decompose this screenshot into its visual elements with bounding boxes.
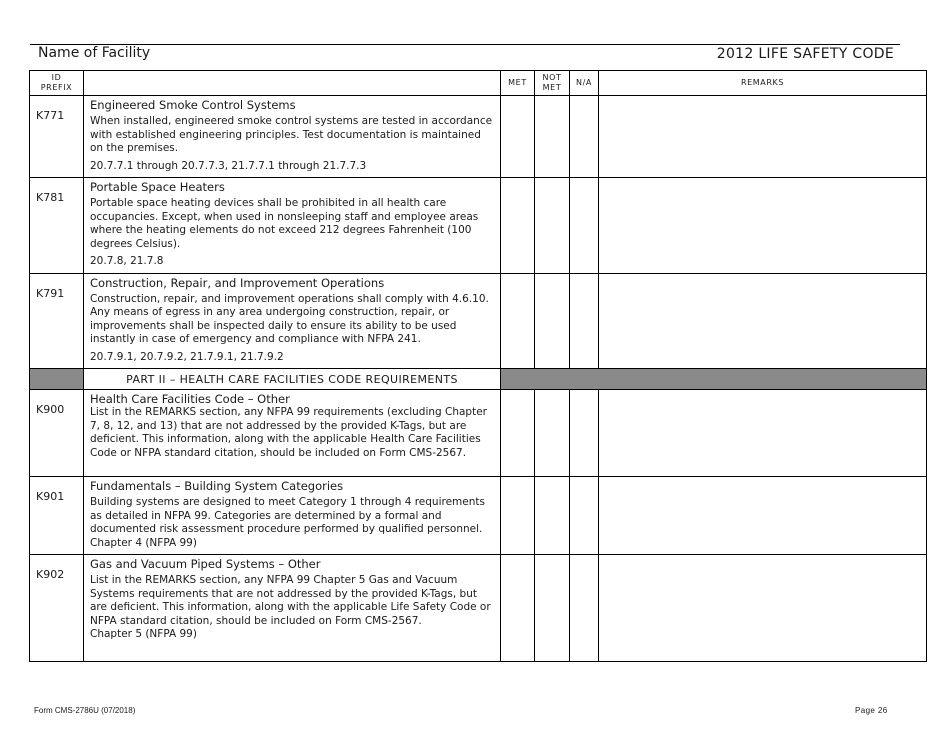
col-not-met: NOT MET — [535, 71, 570, 96]
row-body: Construction, repair, and improvement operations shall comply with 4.6.10. Any means of egress in any area undergoing construction, repair, or improvements shall be inspected daily to ensure its ability to be used instantly in case of emergency and compliance with NFPA 241. — [90, 292, 489, 345]
remarks-field[interactable] — [599, 96, 927, 178]
row-body: Portable space heating devices shall be prohibited in all health care occupancies. Except, when used in nonsleeping staff and employee areas where the heating elements do not exceed 212 degrees Fahrenheit (100 degrees Celsius). — [90, 197, 479, 250]
not-met-checkbox[interactable] — [535, 555, 570, 662]
row-citation: Chapter 4 (NFPA 99) — [90, 536, 197, 549]
row-body: List in the REMARKS section, any NFPA 99 requirements (excluding Chapter 7, 8, 12, and 13) that are not addressed by the provided K-Tags, but are deficient. This information, along with the applicable Health Care Facilities Code or NFPA standard citation, should be included on Form CMS-2567. — [90, 406, 487, 459]
row-body: Building systems are designed to meet Category 1 through 4 requirements as detailed in NFPA 99. Categories are determined by a formal and documented risk assessment procedure performed by qualified personnel. — [90, 496, 485, 535]
table-header-row — [30, 71, 927, 96]
remarks-field[interactable] — [599, 555, 927, 662]
remarks-field[interactable] — [599, 178, 927, 274]
checklist-table — [29, 70, 927, 662]
row-title: Construction, Repair, and Improvement Operations — [90, 275, 385, 290]
row-title: Fundamentals – Building System Categories — [90, 479, 344, 493]
table-row — [30, 96, 927, 178]
na-checkbox[interactable] — [570, 178, 599, 274]
remarks-field[interactable] — [599, 477, 927, 555]
col-description — [84, 71, 501, 96]
met-checkbox[interactable] — [501, 555, 535, 662]
row-id: K781 — [30, 178, 84, 274]
remarks-field[interactable] — [599, 390, 927, 477]
na-checkbox[interactable] — [570, 477, 599, 555]
row-description — [84, 96, 501, 178]
part-shade — [30, 369, 84, 390]
form-id: Form CMS-2786U (07/2018) — [34, 706, 136, 715]
met-checkbox[interactable] — [501, 273, 535, 369]
table-row — [30, 178, 927, 274]
met-checkbox[interactable] — [501, 96, 535, 178]
row-description — [84, 273, 501, 369]
not-met-checkbox[interactable] — [535, 273, 570, 369]
row-id: K900 — [30, 390, 84, 477]
row-title: Gas and Vacuum Piped Systems – Other — [90, 557, 321, 571]
row-body: List in the REMARKS section, any NFPA 99 Chapter 5 Gas and Vacuum Systems requirements that are not addressed by the provided K-Tags, but are deficient. This information, along with the applicable Life Safety Code or NFPA standard citation, should be included on Form CMS-2567. — [90, 574, 491, 627]
table-row — [30, 477, 927, 555]
not-met-checkbox[interactable] — [535, 178, 570, 274]
col-met: MET — [501, 71, 535, 96]
not-met-checkbox[interactable] — [535, 477, 570, 555]
row-description — [84, 477, 501, 555]
na-checkbox[interactable] — [570, 555, 599, 662]
row-citation: Chapter 5 (NFPA 99) — [90, 628, 197, 640]
row-title: Engineered Smoke Control Systems — [90, 98, 296, 112]
col-id-prefix: ID PREFIX — [30, 71, 84, 96]
row-title: Health Care Facilities Code – Other — [90, 392, 290, 406]
table-row — [30, 390, 927, 477]
row-id: K771 — [30, 96, 84, 178]
row-id: K901 — [30, 477, 84, 555]
na-checkbox[interactable] — [570, 96, 599, 178]
row-description — [84, 178, 501, 274]
part-heading: PART II – HEALTH CARE FACILITIES CODE REQUIREMENTS — [84, 369, 501, 390]
not-met-checkbox[interactable] — [535, 96, 570, 178]
row-id: K902 — [30, 555, 84, 662]
part-shade — [501, 369, 927, 390]
na-checkbox[interactable] — [570, 390, 599, 477]
header-rule — [30, 44, 900, 45]
row-description — [84, 555, 501, 662]
row-citation: 20.7.7.1 through 20.7.7.3, 21.7.7.1 through 21.7.7.3 — [90, 159, 367, 172]
page-number: Page 26 — [855, 706, 888, 715]
row-title: Portable Space Heaters — [90, 180, 225, 194]
row-id: K791 — [30, 273, 84, 369]
col-remarks: REMARKS — [599, 71, 927, 96]
row-body: When installed, engineered smoke control systems are tested in accordance with established engineering principles. Test documentation is maintained on the premises. — [90, 115, 493, 154]
col-na: N/A — [570, 71, 599, 96]
facility-name-label: Name of Facility — [38, 45, 151, 61]
table-row — [30, 555, 927, 662]
not-met-checkbox[interactable] — [535, 390, 570, 477]
code-title: 2012 LIFE SAFETY CODE — [716, 46, 894, 62]
part-heading-row — [30, 369, 927, 390]
table-row — [30, 273, 927, 369]
met-checkbox[interactable] — [501, 178, 535, 274]
met-checkbox[interactable] — [501, 390, 535, 477]
remarks-field[interactable] — [599, 273, 927, 369]
na-checkbox[interactable] — [570, 273, 599, 369]
row-citation: 20.7.9.1, 20.7.9.2, 21.7.9.1, 21.7.9.2 — [90, 350, 284, 363]
met-checkbox[interactable] — [501, 477, 535, 555]
row-description — [84, 390, 501, 477]
row-citation: 20.7.8, 21.7.8 — [90, 255, 164, 267]
